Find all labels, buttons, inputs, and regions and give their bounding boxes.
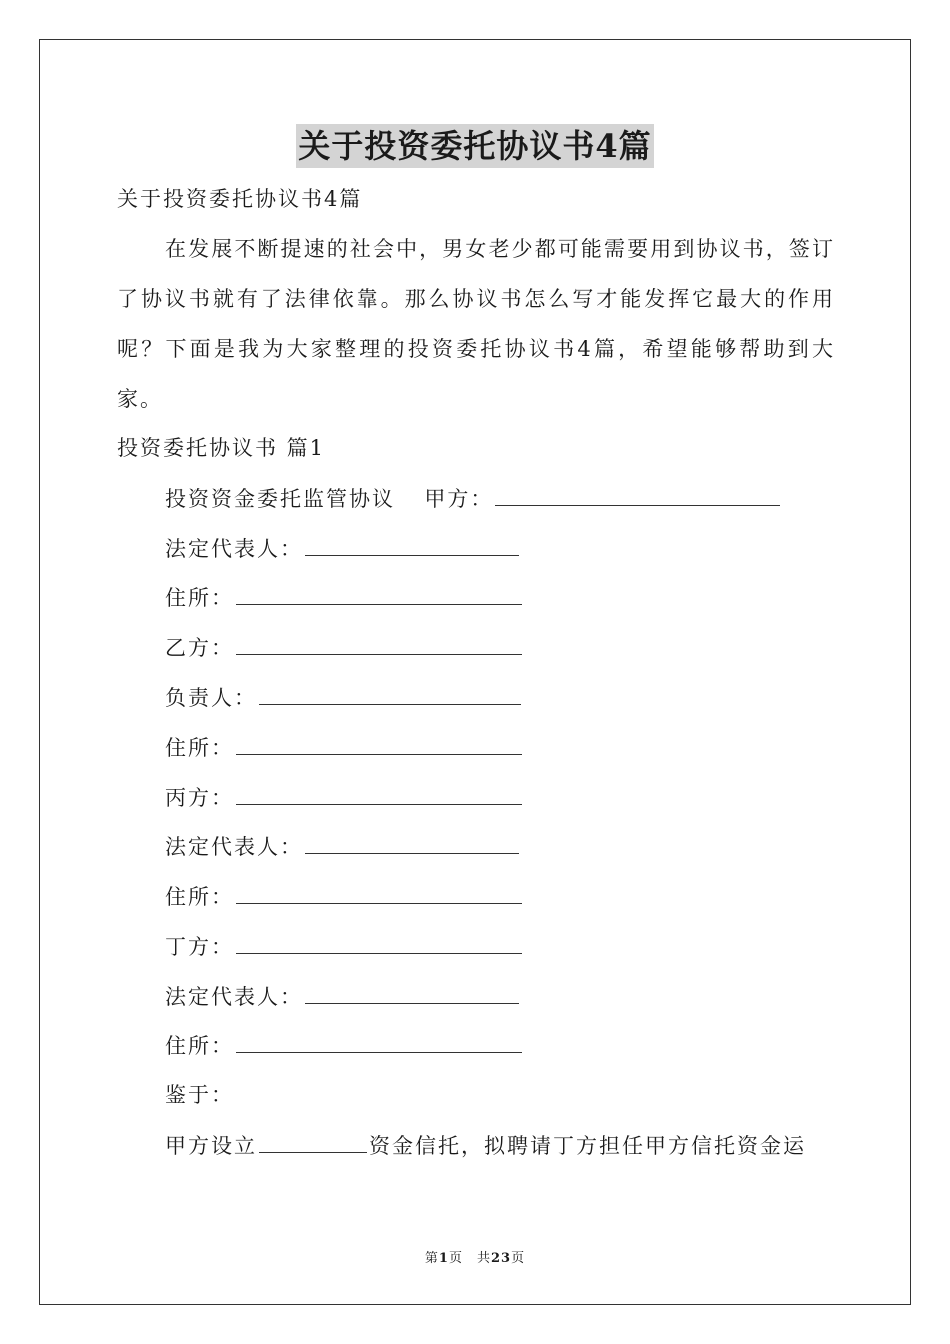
fill-in-blank[interactable] (495, 483, 780, 506)
field-label: 住所： (165, 1034, 234, 1058)
intro-paragraph: 在发展不断提速的社会中，男女老少都可能需要用到协议书，签订了协议书就有了法律依靠。那么协议书怎么写才能发挥它最大的作用呢？下面是我为大家整理的投资委托协议书4篇，希望能够帮助到大家。 (117, 237, 835, 411)
field-row (165, 732, 522, 763)
field-row (165, 582, 522, 613)
document-subtitle: 关于投资委托协议书4篇 (117, 187, 363, 211)
footer-suffix: 页 (511, 1251, 526, 1266)
agreement-heading: 投资资金委托监管协议 (165, 487, 395, 511)
fill-in-blank[interactable] (236, 782, 522, 805)
total-pages-number: 23 (490, 1251, 512, 1266)
fill-in-blank[interactable] (305, 831, 519, 854)
fill-in-blank[interactable] (236, 931, 522, 954)
document-title: 关于投资委托协议书4篇 (296, 124, 653, 168)
field-row (165, 831, 519, 862)
fill-in-blank[interactable] (305, 533, 519, 556)
field-row (165, 632, 522, 663)
field-label: 住所： (165, 885, 234, 909)
fill-in-blank[interactable] (236, 632, 522, 655)
last-line-prefix: 甲方设立 (165, 1134, 257, 1158)
field-row (165, 881, 522, 912)
field-label: 法定代表人： (165, 835, 303, 859)
field-row (165, 533, 519, 564)
field-label: 负责人： (165, 686, 257, 710)
fill-in-blank[interactable] (305, 981, 519, 1004)
last-line-suffix: 资金信托，拟聘请丁方担任甲方信托资金运 (369, 1134, 806, 1158)
field-label: 法定代表人： (165, 985, 303, 1009)
field-label: 乙方： (165, 636, 234, 660)
field-row (165, 682, 521, 713)
footer-mid: 页 共 (448, 1251, 491, 1266)
field-row (165, 782, 522, 813)
fill-in-blank[interactable] (236, 582, 522, 605)
footer-prefix: 第 (424, 1251, 439, 1266)
current-page-number: 1 (438, 1251, 449, 1266)
agreement-party-a-line (165, 483, 780, 514)
field-label: 甲方： (424, 487, 494, 511)
fill-in-blank[interactable] (236, 1030, 522, 1053)
title-container (0, 124, 950, 168)
fill-in-blank[interactable] (236, 881, 522, 904)
field-label: 住所： (165, 586, 234, 610)
last-line (165, 1130, 806, 1161)
field-row (165, 931, 522, 962)
field-row (165, 1030, 522, 1061)
section-heading: 投资委托协议书 篇1 (117, 436, 326, 460)
field-label: 丙方： (165, 786, 234, 810)
whereas-heading: 鉴于： (165, 1083, 234, 1107)
fill-in-blank[interactable] (259, 1130, 367, 1153)
field-label: 法定代表人： (165, 537, 303, 561)
field-row (165, 981, 519, 1012)
field-label: 丁方： (165, 935, 234, 959)
field-label: 住所： (165, 736, 234, 760)
fill-in-blank[interactable] (236, 732, 522, 755)
fill-in-blank[interactable] (259, 682, 521, 705)
page-footer (0, 1247, 950, 1266)
